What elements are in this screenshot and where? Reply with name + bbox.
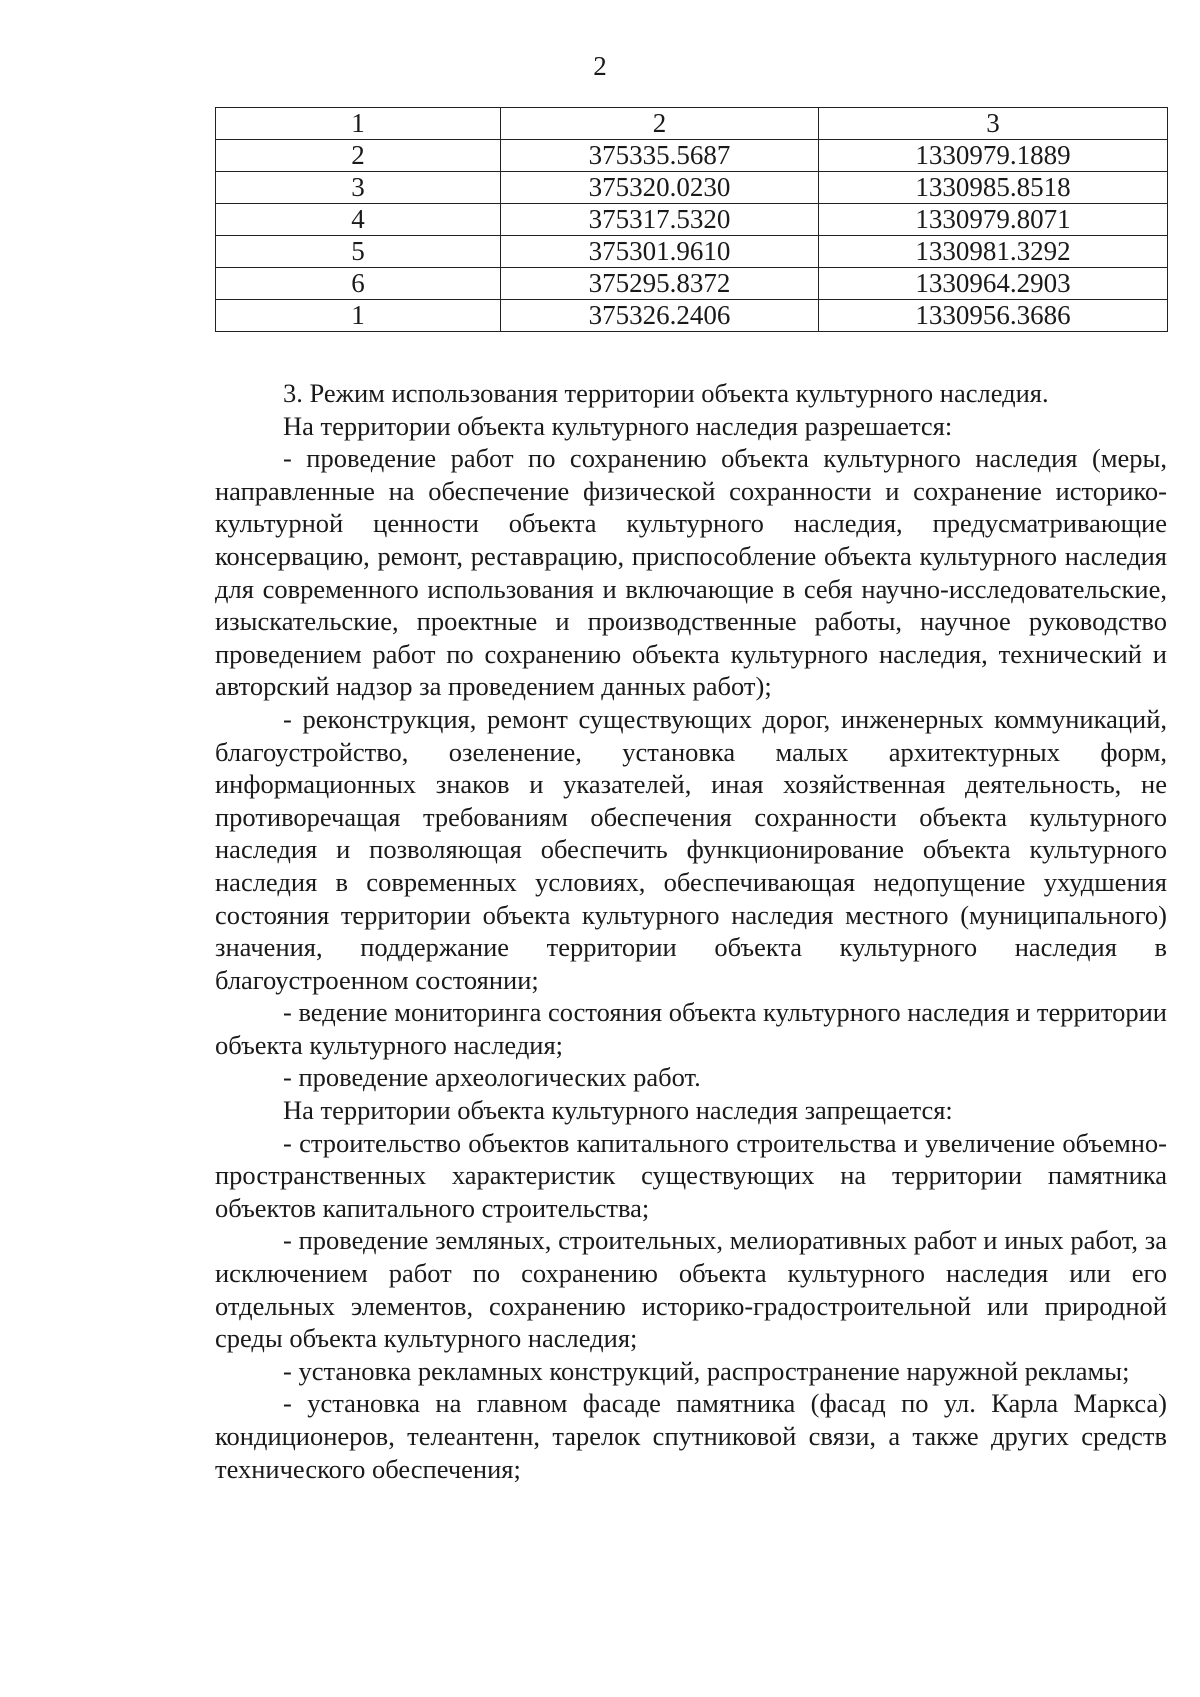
point-number-cell: 3 — [216, 172, 501, 204]
page-number: 2 — [593, 51, 607, 81]
y-coordinate-cell: 1330981.3292 — [819, 236, 1168, 268]
y-coordinate-cell: 1330964.2903 — [819, 268, 1168, 300]
table-header-cell: 2 — [501, 108, 819, 140]
x-coordinate-cell: 375295.8372 — [501, 268, 819, 300]
x-coordinate-cell: 375301.9610 — [501, 236, 819, 268]
x-coordinate-cell: 375317.5320 — [501, 204, 819, 236]
forbidden-intro: На территории объекта культурного наследия запрещается: — [283, 1095, 953, 1126]
x-coordinate-cell: 375326.2406 — [501, 300, 819, 332]
table-row — [216, 204, 1168, 236]
point-number-cell: 2 — [216, 140, 501, 172]
forbidden-item: - строительство объектов капитального строительства и увеличение объемно-пространственных характеристик существующих на территории памятника объектов капитального строительства; — [215, 1127, 1167, 1223]
y-coordinate-cell: 1330979.1889 — [819, 140, 1168, 172]
x-coordinate-cell: 375320.0230 — [501, 172, 819, 204]
document-body — [215, 377, 1167, 1485]
y-coordinate-cell: 1330985.8518 — [819, 172, 1168, 204]
x-coordinate-cell: 375335.5687 — [501, 140, 819, 172]
forbidden-item: - проведение земляных, строительных, мелиоративных работ и иных работ, за исключением работ по сохранению объекта культурного наследия или его отдельных элементов, сохранению историко-градостроительной или природной среды объекта культурного наследия; — [215, 1225, 1167, 1354]
forbidden-item: - установка на главном фасаде памятника (фасад по ул. Карла Маркса) кондиционеров, телеантенн, тарелок спутниковой связи, а также других средств технического обеспечения; — [215, 1388, 1167, 1484]
allowed-intro: На территории объекта культурного наследия разрешается: — [283, 410, 953, 441]
table-header-row — [216, 108, 1168, 140]
point-number-cell: 5 — [216, 236, 501, 268]
point-number-cell: 6 — [216, 268, 501, 300]
y-coordinate-cell: 1330956.3686 — [819, 300, 1168, 332]
table-row — [216, 236, 1168, 268]
allowed-item: - проведение работ по сохранению объекта культурного наследия (меры, направленные на обеспечение физической сохранности и сохранение историко-культурной ценности объекта культурного наследия, предусматривающие консервацию, ремонт, реставрацию, приспособление объекта культурного наследия для современного использования и включающие в себя научно-исследовательские, изыскательские, проектные и производственные работы, научное руководство проведением работ по сохранению объекта культурного наследия, технический и авторский надзор за проведением данных работ); — [215, 443, 1167, 702]
table-row — [216, 300, 1168, 332]
coordinates-table — [215, 107, 1168, 332]
table-row — [216, 172, 1168, 204]
table-row — [216, 268, 1168, 300]
table-row — [216, 140, 1168, 172]
point-number-cell: 4 — [216, 204, 501, 236]
allowed-item: - ведение мониторинга состояния объекта культурного наследия и территории объекта культурного наследия; — [215, 997, 1167, 1060]
point-number-cell: 1 — [216, 300, 501, 332]
table-header-cell: 1 — [216, 108, 501, 140]
allowed-item: - проведение археологических работ. — [283, 1062, 701, 1093]
section-heading: 3. Режим использования территории объекта культурного наследия. — [283, 378, 1049, 408]
table-header-cell: 3 — [819, 108, 1168, 140]
y-coordinate-cell: 1330979.8071 — [819, 204, 1168, 236]
allowed-item: - реконструкция, ремонт существующих дорог, инженерных коммуникаций, благоустройство, озеленение, установка малых архитектурных форм, информационных знаков и указателей, иная хозяйственная деятельность, не противоречащая требованиям обеспечения сохранности объекта культурного наследия и позволяющая обеспечить функционирование объекта культурного наследия в современных условиях, обеспечивающая недопущение ухудшения состояния территории объекта культурного наследия местного (муниципального) значения, поддержание территории объекта культурного наследия в благоустроенном состоянии; — [215, 703, 1167, 995]
forbidden-item: - установка рекламных конструкций, распространение наружной рекламы; — [283, 1355, 1130, 1386]
